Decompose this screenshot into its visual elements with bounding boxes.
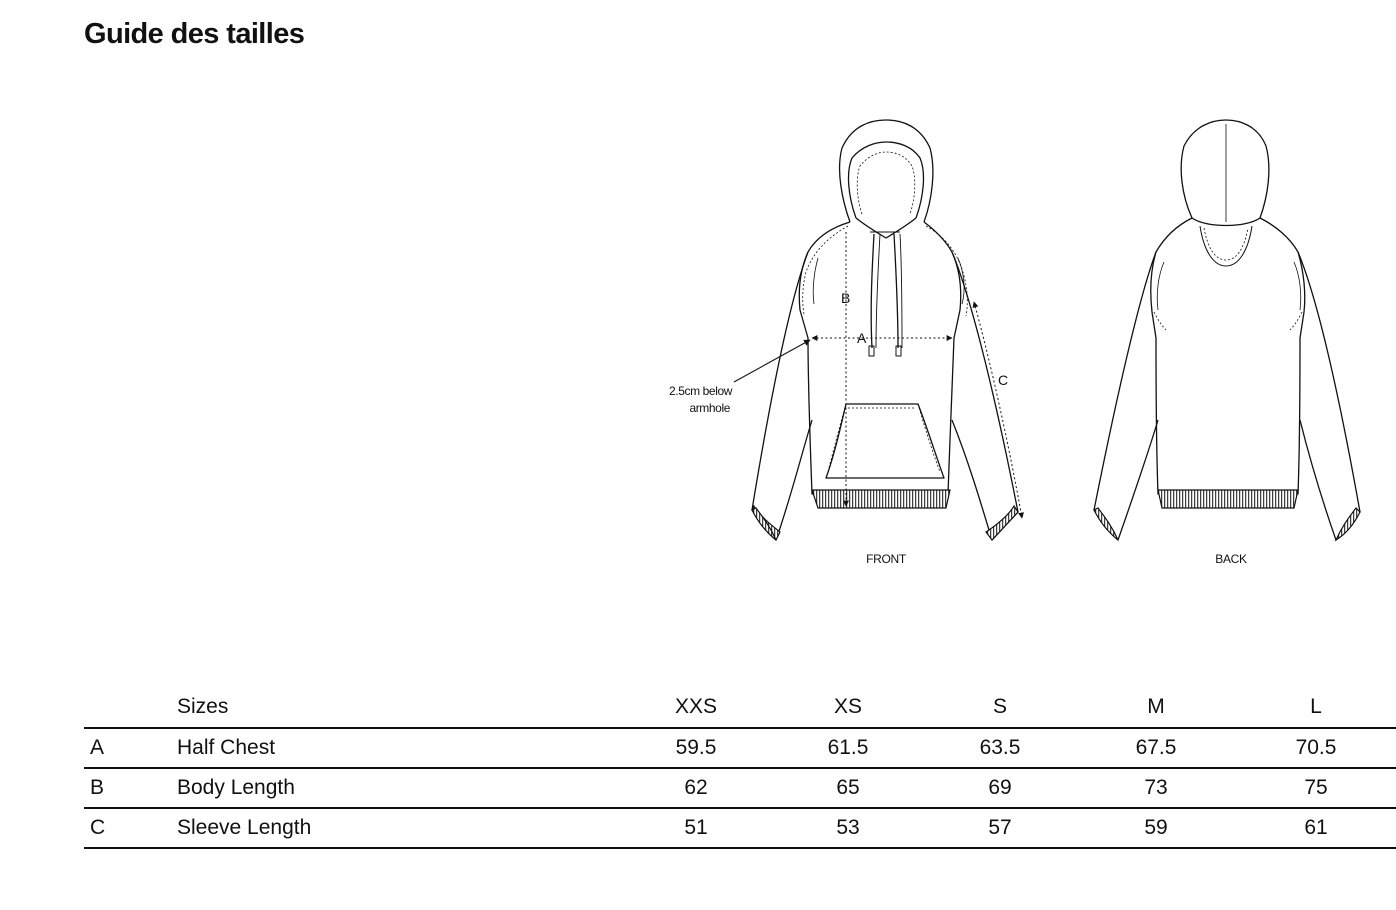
header-size-s: S — [924, 686, 1076, 728]
back-ribbing — [1094, 490, 1360, 540]
row-value: 59.5 — [675, 736, 717, 759]
row-value: 62 — [684, 776, 708, 799]
row-measure-name: Body Length — [177, 776, 295, 799]
size-table-header-row — [84, 686, 1396, 728]
marker-b: B — [841, 290, 851, 306]
front-body — [799, 222, 960, 494]
callout-label-line2: armhole — [689, 401, 730, 415]
front-label: FRONT — [866, 552, 906, 566]
measure-c-line — [974, 302, 1022, 518]
callout-arrow — [734, 340, 810, 382]
front-view — [752, 120, 1018, 540]
row-value: 69 — [988, 776, 1012, 799]
row-value: 61.5 — [827, 736, 869, 759]
header-size-xs: XS — [772, 686, 924, 728]
row-value: 63.5 — [979, 736, 1021, 759]
row-value: 59 — [1144, 816, 1168, 839]
row-code: B — [90, 776, 105, 799]
row-value: 51 — [684, 816, 708, 839]
marker-c: C — [998, 372, 1009, 388]
back-label: BACK — [1215, 552, 1247, 566]
size-table — [84, 686, 1396, 849]
front-pocket — [826, 404, 944, 478]
row-value: 65 — [836, 776, 860, 799]
row-code: A — [90, 736, 105, 759]
header-size-l: L — [1236, 686, 1396, 728]
front-left-sleeve — [752, 252, 812, 540]
front-drawstring-left — [871, 234, 874, 348]
row-code: C — [90, 816, 106, 839]
row-measure-name: Sleeve Length — [177, 816, 312, 839]
hoodie-diagram-svg — [660, 110, 1380, 580]
row-value: 73 — [1144, 776, 1168, 799]
front-hood-opening — [849, 142, 924, 218]
page-title: Guide des tailles — [84, 18, 305, 50]
table-row-body-length — [84, 768, 1396, 808]
back-body — [1151, 218, 1305, 494]
measurement-guides — [812, 232, 1022, 518]
row-value: 61 — [1304, 816, 1328, 839]
row-value: 67.5 — [1135, 736, 1177, 759]
header-size-xxs: XXS — [620, 686, 772, 728]
row-value: 53 — [836, 816, 860, 839]
row-measure-name: Half Chest — [177, 736, 276, 759]
header-size-m: M — [1076, 686, 1236, 728]
front-right-sleeve — [952, 252, 1018, 540]
back-right-sleeve — [1298, 252, 1360, 540]
row-value: 57 — [988, 816, 1012, 839]
back-hood — [1181, 120, 1269, 226]
front-drawstring-right — [894, 234, 898, 348]
row-value: 75 — [1304, 776, 1328, 799]
row-value: 70.5 — [1295, 736, 1337, 759]
marker-a: A — [857, 330, 867, 346]
back-left-sleeve — [1094, 252, 1158, 540]
back-view — [1094, 120, 1360, 540]
hoodie-illustration — [660, 110, 1380, 580]
header-sizes-label: Sizes — [177, 686, 620, 728]
callout-label-line1: 2.5cm below — [669, 384, 732, 398]
table-row-sleeve-length — [84, 808, 1396, 848]
front-ribbing — [752, 490, 1018, 540]
table-row-half-chest — [84, 728, 1396, 768]
header-empty-cell — [84, 686, 177, 728]
